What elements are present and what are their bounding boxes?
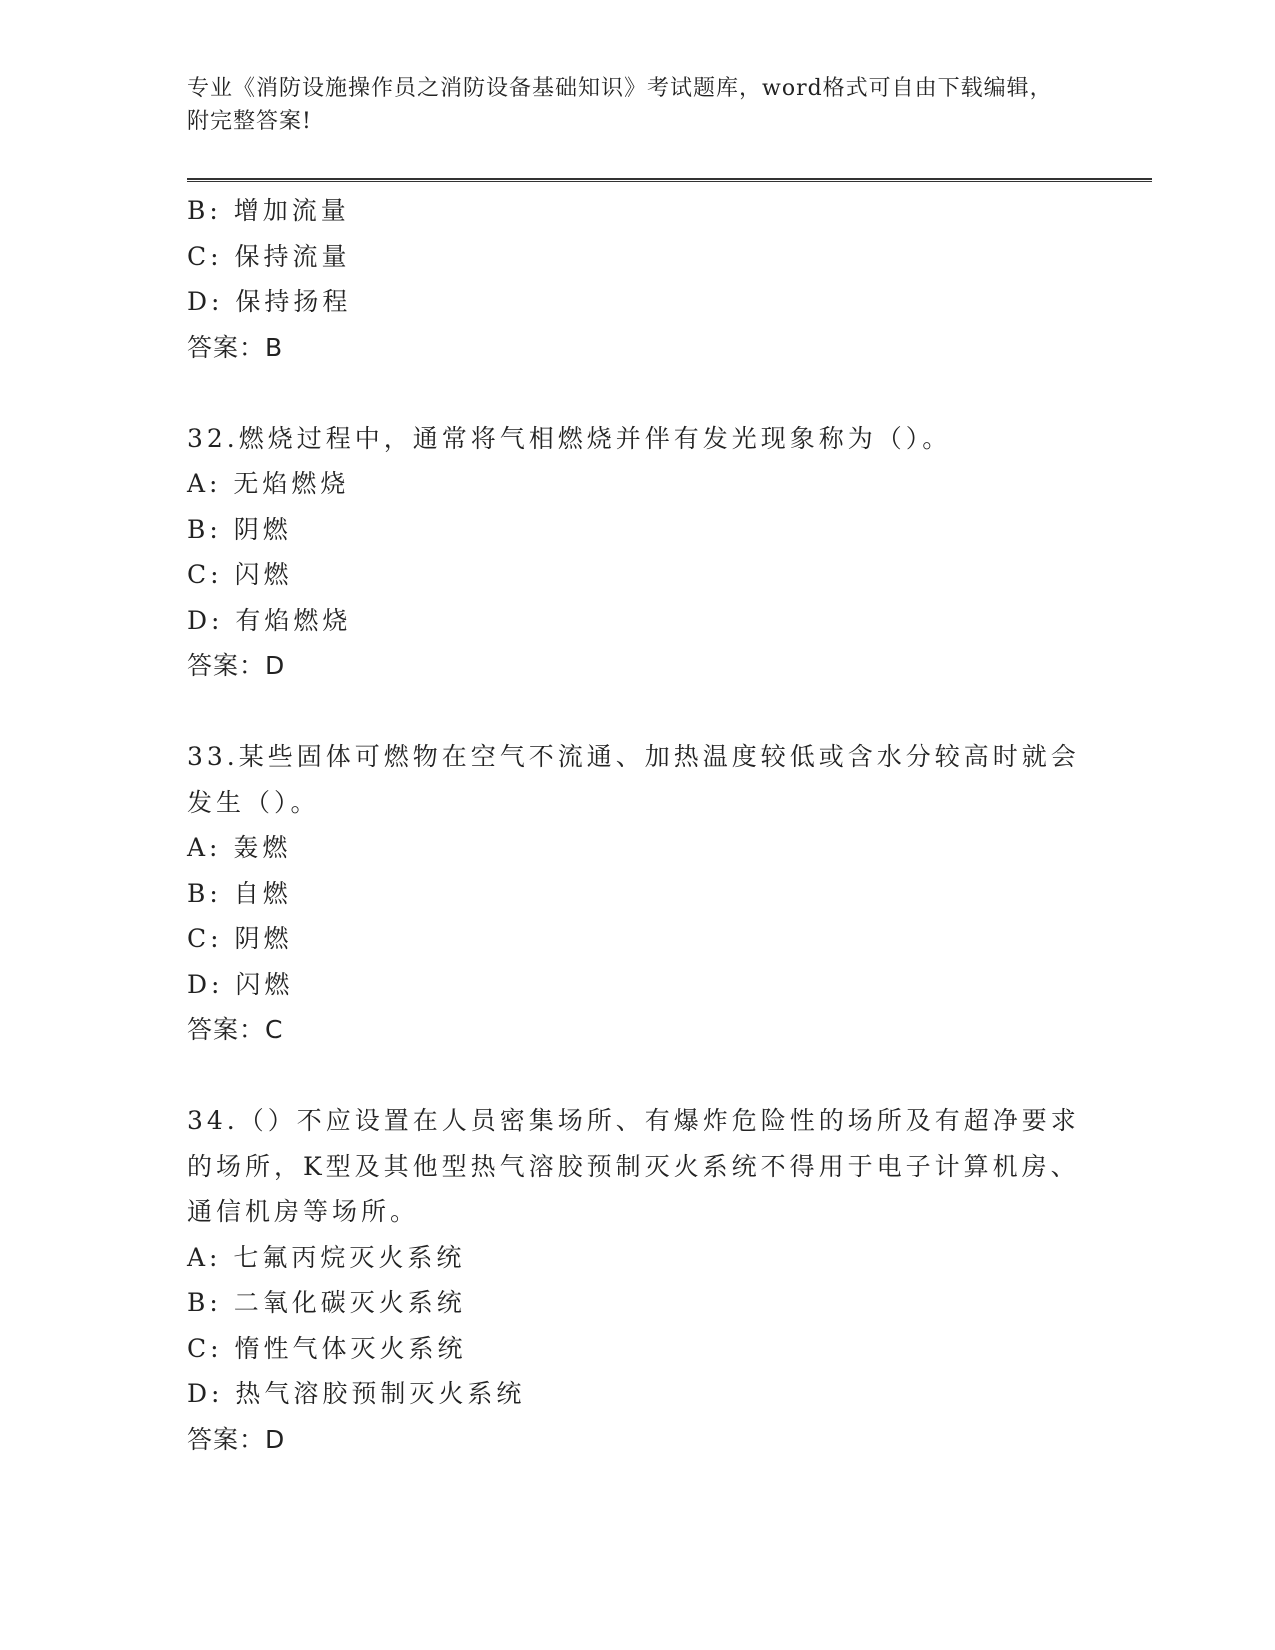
question-stem-line-2: 发生（）。 [187, 787, 320, 817]
option-c: C: 保持流量 [187, 241, 351, 271]
option-b: B: 自燃 [187, 878, 292, 908]
option-b: B: 二氧化碳灭火系统 [187, 1288, 466, 1317]
spacer [187, 370, 1077, 416]
answer-line: 答案：D [187, 651, 286, 680]
question-list [187, 188, 1080, 1462]
header-divider [187, 178, 1152, 182]
question-32 [187, 416, 1077, 689]
question-stem-line-2: 的场所，K型及其他型热气溶胶预制灭火系统不得用于电子计算机房、 [187, 1151, 1080, 1181]
option-a: A: 轰燃 [187, 833, 292, 862]
option-d: D: 闪燃 [187, 969, 294, 999]
option-d: D: 有焰燃烧 [187, 605, 352, 635]
question-stem: 32.燃烧过程中，通常将气相燃烧并伴有发光现象称为（）。 [187, 423, 952, 453]
answer-line: 答案：B [187, 332, 284, 362]
question-33 [187, 734, 1080, 1053]
option-a: A: 七氟丙烷灭火系统 [187, 1242, 466, 1272]
question-stem-line-1: 34.（）不应设置在人员密集场所、有爆炸危险性的场所及有超净要求 [187, 1106, 1080, 1135]
question-stem-line-3: 通信机房等场所。 [187, 1197, 420, 1226]
answer-line: 答案：C [187, 1015, 284, 1044]
option-a: A: 无焰燃烧 [187, 469, 350, 498]
option-c: C: 惰性气体灭火系统 [187, 1333, 467, 1363]
question-34 [187, 1098, 1080, 1462]
option-c: C: 阴燃 [187, 924, 293, 953]
header-intro: 专业《消防设施操作员之消防设备基础知识》考试题库，word格式可自由下载编辑，附完整答案! [187, 76, 1053, 134]
option-d: D: 保持扬程 [187, 287, 352, 316]
option-d: D: 热气溶胶预制灭火系统 [187, 1379, 526, 1408]
option-b: B: 阴燃 [187, 514, 292, 544]
option-c: C: 闪燃 [187, 560, 293, 589]
answer-line: 答案：D [187, 1424, 286, 1454]
question-31-tail [187, 188, 1077, 370]
spacer [187, 1053, 1077, 1099]
spacer [187, 689, 1077, 735]
option-b: B: 增加流量 [187, 196, 350, 225]
question-stem-line-1: 33.某些固体可燃物在空气不流通、加热温度较低或含水分较高时就会 [187, 742, 1080, 771]
